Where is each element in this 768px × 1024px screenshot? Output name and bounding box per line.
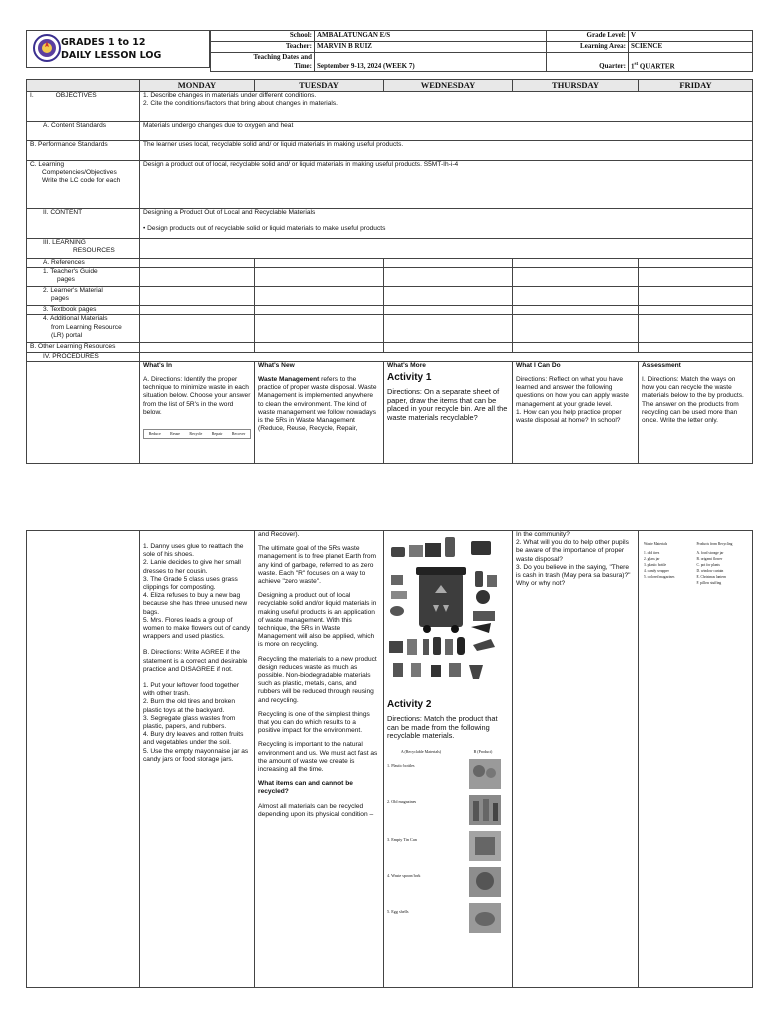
page-gap bbox=[0, 490, 768, 530]
learning-resources-line-1: III. LEARNING bbox=[43, 239, 86, 246]
material-5: 5. Egg shells bbox=[387, 908, 409, 914]
monday-b-item-5: 5. Use the empty mayonnaise jar as candy jars or food storage jars. bbox=[143, 747, 249, 763]
objectives-number: I. bbox=[30, 92, 34, 99]
tuesday-almost-all: Almost all materials can be recycled depending upon its physical condition – bbox=[258, 802, 374, 818]
cell-tg-wed bbox=[384, 268, 513, 287]
cell-am-mon bbox=[140, 315, 255, 343]
material-2: 2. Old magazines bbox=[387, 798, 417, 804]
product-photos bbox=[465, 759, 505, 939]
additional-materials-line-1: 4. Additional Materials bbox=[43, 315, 108, 323]
waste-5: 5. colored magazines bbox=[644, 575, 675, 579]
cell-am-wed bbox=[384, 315, 513, 343]
cell-olr-thu bbox=[513, 343, 639, 352]
cell-tb-tue bbox=[255, 306, 384, 315]
competencies-label-line-1: C. Learning bbox=[30, 161, 65, 168]
tuesday-design: Designing a product out of local recyclable solid and/or liquid materials in making useful products is an application of waste management. With this technique, the 5Rs in Waste Management will also be applied, which is more on recycling. bbox=[258, 592, 377, 649]
product-b: B. origami flower bbox=[696, 557, 723, 561]
lesson-log-table bbox=[26, 79, 753, 464]
word-recycle: Recycle bbox=[189, 431, 203, 437]
activity-2-directions: Directions: Match the product that can be made from the following recyclable materials. bbox=[387, 714, 498, 741]
learning-resources-text bbox=[140, 239, 753, 259]
wednesday-cell bbox=[384, 361, 513, 463]
monday-item-2: 2. Lanie decides to give her small dresses to her cousin. bbox=[143, 559, 241, 575]
tuesday-title: What's New bbox=[258, 361, 295, 369]
competencies-text: Design a product out of local, recyclable solid and/ or liquid materials in making useful products. S5MT-Ih-i-4 bbox=[140, 161, 753, 209]
header-logo-box bbox=[26, 30, 210, 68]
page-1 bbox=[0, 0, 768, 490]
competencies-label-line-2: Competencies/Objectives bbox=[42, 169, 117, 177]
product-c: C. pot for plants bbox=[696, 563, 720, 567]
objectives-label bbox=[27, 92, 140, 122]
monday-items bbox=[143, 543, 251, 641]
area-label: Learning Area: bbox=[547, 42, 629, 53]
content-label: II. CONTENT bbox=[27, 209, 140, 239]
cell-ref-mon bbox=[140, 259, 255, 268]
teachers-guide-line-2: pages bbox=[57, 276, 75, 284]
product-a: A. food storage jar bbox=[696, 551, 724, 555]
tuesday-cell bbox=[255, 361, 384, 463]
cell-ref-wed bbox=[384, 259, 513, 268]
assessment-col-b: Products from Recycling bbox=[696, 542, 733, 546]
procedures-label: IV. PROCEDURES bbox=[27, 352, 140, 361]
cell-tg-thu bbox=[513, 268, 639, 287]
teacher-value: MARVIN B RUIZ bbox=[315, 42, 547, 53]
learners-material-label bbox=[27, 287, 140, 306]
textbook-pages-label: 3. Textbook pages bbox=[27, 306, 140, 315]
cell-lm-wed bbox=[384, 287, 513, 306]
thursday-continued: In the community? bbox=[516, 531, 570, 538]
performance-standards-text: The learner uses local, recyclable solid and/ or liquid materials in making useful products. bbox=[140, 141, 753, 161]
day-header-wednesday: WEDNESDAY bbox=[384, 80, 513, 92]
quarter-number: 1 bbox=[631, 62, 635, 70]
cell-tb-mon bbox=[140, 306, 255, 315]
thursday-question-3: 3. Do you believe in the saying, "There is cash in trash (May pera sa basura)?" Why or why not? bbox=[516, 563, 631, 588]
cell-olr-wed bbox=[384, 343, 513, 352]
procedures-blank-cell bbox=[27, 361, 140, 463]
additional-materials-line-2: from Learning Resource bbox=[51, 323, 122, 331]
waste-4: 4. candy wrapper bbox=[644, 569, 669, 573]
monday-directions-a: A. Directions: Identify the proper technique to minimize waste in each situation below. Choose your answer from the list of 5R's in the word below. bbox=[143, 376, 251, 416]
friday-title: Assessment bbox=[642, 361, 681, 369]
material-1: 1. Plastic bottles bbox=[387, 762, 415, 768]
content-standards-text: Materials undergo changes due to oxygen and heat bbox=[140, 122, 753, 141]
lesson-log-table-continued bbox=[26, 530, 753, 988]
dates-label bbox=[211, 53, 315, 72]
recyclable-items-illustration bbox=[387, 535, 509, 693]
monday-b-item-1: 1. Put your leftover food together with other trash. bbox=[143, 682, 240, 698]
cell-tb-thu bbox=[513, 306, 639, 315]
day-header-friday: FRIDAY bbox=[639, 80, 753, 92]
activity-1-directions: Directions: On a separate sheet of paper, draw the items that can be placed in your recycle bin. Are all the waste materials recyclable? bbox=[387, 387, 508, 422]
word-repair: Repair bbox=[211, 431, 223, 437]
p2-wednesday-cell bbox=[384, 531, 513, 988]
cell-lm-thu bbox=[513, 287, 639, 306]
quarter-suffix: st bbox=[634, 61, 639, 67]
cell-ref-thu bbox=[513, 259, 639, 268]
p2-thursday-cell bbox=[513, 531, 639, 988]
tuesday-continued: and Recover). bbox=[258, 531, 300, 538]
tuesday-recycling-reduces: Recycling the materials to a new product design reduces waste as much as possible. Non-biodegradable materials such as plastic, metals, cans, and rubbers will be reduced through reusing and recycling. bbox=[258, 655, 377, 704]
five-r-word-box bbox=[143, 429, 251, 439]
header-title-line-2: DAILY LESSON LOG bbox=[61, 50, 162, 61]
thursday-directions: Directions: Reflect on what you have learned and answer the following questions on how you can apply waste management at your grade level. bbox=[516, 376, 629, 408]
competencies-label-line-3: Write the LC code for each bbox=[42, 177, 121, 185]
waste-management-term: Waste Management bbox=[258, 376, 320, 384]
dates-value: September 9-13, 2024 (WEEK 7) bbox=[315, 53, 547, 72]
friday-cell bbox=[639, 361, 753, 463]
product-f: F. pillow stuffing bbox=[696, 581, 722, 585]
objective-1: 1. Describe changes in materials under different conditions. bbox=[143, 92, 317, 99]
cell-am-tue bbox=[255, 315, 384, 343]
dates-label-line-2: Time: bbox=[294, 62, 312, 70]
teachers-guide-line-1: 1. Teacher's Guide bbox=[43, 268, 98, 276]
performance-standards-label: B. Performance Standards bbox=[27, 141, 140, 161]
day-header-monday: MONDAY bbox=[140, 80, 255, 92]
day-header-blank bbox=[27, 80, 140, 92]
monday-title: What's In bbox=[143, 361, 173, 369]
cell-tb-fri bbox=[639, 306, 753, 315]
monday-item-4: 4. Eliza refuses to buy a new bag because she has three unused new bags. bbox=[143, 592, 248, 616]
quarter-value bbox=[629, 53, 753, 72]
p2-label-cell bbox=[27, 531, 140, 988]
cell-lm-mon bbox=[140, 287, 255, 306]
activity-1-title: Activity 1 bbox=[387, 372, 432, 384]
header-title-line-1: GRADES 1 to 12 bbox=[61, 37, 146, 48]
cell-lm-fri bbox=[639, 287, 753, 306]
thursday-question-1: 1. How can you help practice proper waste disposal at home? In school? bbox=[516, 408, 622, 425]
cell-olr-tue bbox=[255, 343, 384, 352]
day-header-tuesday: TUESDAY bbox=[255, 80, 384, 92]
area-value: SCIENCE bbox=[629, 42, 753, 53]
cell-tb-wed bbox=[384, 306, 513, 315]
tuesday-recycling-important: Recycling is important to the natural environment and us. We must act fast as the amount of waste we create is increasing all the time. bbox=[258, 741, 378, 774]
assessment-matching-table bbox=[642, 541, 749, 586]
learning-resources-line-2: RESOURCES bbox=[73, 247, 115, 255]
tuesday-goal: The ultimate goal of the 5Rs waste management is to free planet Earth from any kind of garbage, referred to as zero waste. Each "R" focuses on a way to achieve "zero waste". bbox=[258, 545, 377, 586]
monday-directions-b: B. Directions: Write AGREE if the statement is a correct and desirable practice and DISAGREE if not. bbox=[143, 649, 248, 673]
cell-ref-fri bbox=[639, 259, 753, 268]
dates-label-line-1: Teaching Dates and bbox=[253, 53, 312, 61]
cell-am-fri bbox=[639, 315, 753, 343]
learners-material-line-2: pages bbox=[51, 295, 69, 303]
thursday-cell bbox=[513, 361, 639, 463]
activity-2-title: Activity 2 bbox=[387, 699, 432, 710]
cell-olr-fri bbox=[639, 343, 753, 352]
content-line-2: • Design products out of recyclable solid or liquid materials to make useful products bbox=[143, 225, 386, 233]
objectives-title: OBJECTIVES bbox=[55, 92, 97, 99]
activity-2-column-b: B (Product) bbox=[473, 748, 493, 754]
material-4: 4. Waste spoon/fork bbox=[387, 872, 421, 878]
assessment-col-a: Waste Materials bbox=[644, 542, 668, 546]
word-reduce: Reduce bbox=[148, 431, 161, 437]
competencies-label bbox=[27, 161, 140, 209]
learning-resources-label bbox=[27, 239, 140, 259]
page-2 bbox=[0, 530, 768, 1024]
quarter-text: QUARTER bbox=[638, 62, 675, 70]
cell-lm-tue bbox=[255, 287, 384, 306]
monday-b-item-3: 3. Segregate glass wastes from plastic, papers, and rubbers. bbox=[143, 714, 236, 731]
school-label: School: bbox=[211, 31, 315, 42]
procedures-text bbox=[140, 352, 753, 361]
product-d: D. window curtain bbox=[696, 569, 724, 573]
additional-materials-line-3: (LR) portal bbox=[51, 331, 83, 339]
wednesday-title: What's More bbox=[387, 361, 426, 369]
recycle-bin-drawing bbox=[387, 535, 507, 691]
objectives-text bbox=[140, 92, 753, 122]
grade-label: Grade Level: bbox=[547, 31, 629, 42]
monday-items-b bbox=[143, 682, 251, 764]
waste-2: 2. glass jar bbox=[644, 557, 660, 561]
waste-1: 1. old tires bbox=[644, 551, 660, 555]
content-standards-label: A. Content Standards bbox=[27, 122, 140, 141]
header-info-table bbox=[210, 30, 753, 72]
tuesday-question: What items can and cannot be recycled? bbox=[258, 780, 353, 796]
p2-tuesday-cell bbox=[255, 531, 384, 988]
teachers-guide-label bbox=[27, 268, 140, 287]
cell-tg-tue bbox=[255, 268, 384, 287]
thursday-title: What I Can Do bbox=[516, 361, 561, 369]
cell-am-thu bbox=[513, 315, 639, 343]
references-label: A. References bbox=[27, 259, 140, 268]
school-value: AMBALATUNGAN E/S bbox=[315, 31, 547, 42]
activity-2-column-a: A (Recyclable Materials) bbox=[400, 748, 442, 754]
grade-value: V bbox=[629, 31, 753, 42]
thursday-question-2: 2. What will you do to help other pupils be aware of the importance of proper waste disposal? bbox=[516, 539, 629, 563]
material-3: 3. Empty Tin Can bbox=[387, 836, 417, 842]
content-text bbox=[140, 209, 753, 239]
day-header-thursday: THURSDAY bbox=[513, 80, 639, 92]
teacher-label: Teacher: bbox=[211, 42, 315, 53]
cell-ref-tue bbox=[255, 259, 384, 268]
quarter-label: Quarter: bbox=[547, 53, 629, 72]
activity-2-matching-image bbox=[387, 749, 509, 939]
monday-b-item-4: 4. Bury dry leaves and rotten fruits and vegetables under the soil. bbox=[143, 731, 244, 747]
monday-cell bbox=[140, 361, 255, 463]
learners-material-line-1: 2. Learner's Material bbox=[43, 287, 103, 295]
deped-seal-icon bbox=[33, 34, 61, 62]
word-recover: Recover bbox=[231, 431, 246, 437]
monday-b-item-2: 2. Burn the old tires and broken plastic toys at the backyard. bbox=[143, 698, 236, 714]
monday-item-1: 1. Danny uses glue to reattach the sole of his shoes. bbox=[143, 543, 244, 559]
additional-materials-label bbox=[27, 315, 140, 343]
waste-management-definition: refers to the practice of proper waste disposal. Waste Management is implemented anywhere to clean the environment. The kind of waste management we follow nowadays is the 5Rs in Waste Management (Reduce, Reuse, Recycle, Repair, bbox=[258, 376, 377, 433]
word-reuse: Reuse bbox=[170, 431, 180, 437]
objective-2: 2. Cite the conditions/factors that bring about changes in materials. bbox=[143, 100, 338, 108]
product-e: E. Christmas lantern bbox=[696, 575, 726, 579]
cell-olr-mon bbox=[140, 343, 255, 352]
cell-tg-fri bbox=[639, 268, 753, 287]
p2-friday-cell bbox=[639, 531, 753, 988]
waste-3: 3. plastic bottle bbox=[644, 563, 667, 567]
monday-item-5: 5. Mrs. Flores leads a group of women to make flowers out of candy wrappers and used plastics. bbox=[143, 616, 251, 641]
tuesday-waste-management-text bbox=[258, 376, 380, 433]
p2-monday-cell bbox=[140, 531, 255, 988]
cell-tg-mon bbox=[140, 268, 255, 287]
other-resources-label: B. Other Learning Resources bbox=[27, 343, 140, 352]
content-line-1: Designing a Product Out of Local and Recyclable Materials bbox=[143, 209, 316, 216]
friday-directions: I. Directions: Match the ways on how you can recycle the waste materials below to the by products. The answer on the products from recycling can be used more than once. Write the letter only. bbox=[642, 376, 744, 425]
monday-item-3: 3. The Grade 5 class uses grass clippings for composting. bbox=[143, 575, 238, 592]
tuesday-recycling-simple: Recycling is one of the simplest things that you can do which results to a positive impact for the environment. bbox=[258, 710, 370, 735]
